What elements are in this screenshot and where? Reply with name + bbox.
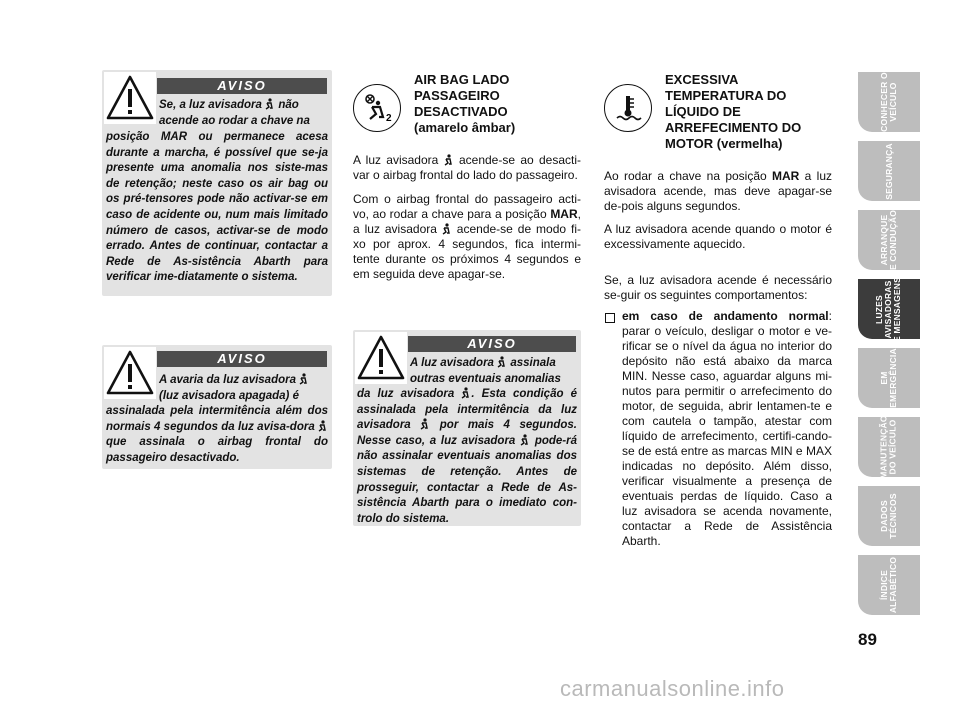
warning-text-2-head: A avaria da luz avisadora (luz avisadora apagada) é bbox=[159, 373, 327, 404]
tab-dados-tecnicos[interactable]: DADOS TÉCNICOS bbox=[858, 486, 920, 546]
aviso-label: AVISO bbox=[157, 78, 327, 94]
temperature-paragraph-3: Se, a luz avisadora acende é necessário se-guir os seguintes comportamentos: bbox=[604, 273, 832, 302]
warning-triangle-icon bbox=[355, 332, 407, 384]
temperature-paragraph-1: Ao rodar a chave na posição MAR a luz avisadora acende, mas deve apagar-se de-pois alguns segundos. bbox=[604, 169, 833, 213]
airbag-paragraph-1: A luz avisadora acende-se ao desacti-var o airbag frontal do lado do passageiro. bbox=[353, 153, 581, 182]
warning-text-1-head: Se, a luz avisadora não acende ao rodar a chave na bbox=[159, 99, 310, 127]
airbag-off-icon bbox=[442, 223, 452, 235]
airbag-off-icon bbox=[497, 356, 507, 368]
warning-text-3-head: A luz avisadora assinala outras eventuais anomalias bbox=[410, 357, 561, 385]
temperature-paragraph-2: A luz avisadora acende quando o motor é excessivamente aquecido. bbox=[604, 222, 832, 251]
airbag-warning-icon bbox=[520, 434, 530, 446]
warning-box-2 bbox=[102, 345, 332, 469]
warning-text-3: da luz avisadora . Esta condição é assinalada pela intermitência da luz avisadora por mais 4 segundos. Nesse caso, a luz avisadora pode-rá não assinalar eventuais anomalias dos sistemas de retenção. Antes de prosseguir, contactar a Rede de As-sistência Abarth para o imediato con-trolo do sistema. bbox=[357, 388, 577, 525]
tab-manutencao[interactable]: MANUTENÇÃO DO VEÍCULO bbox=[858, 417, 920, 477]
airbag-off-icon bbox=[420, 418, 430, 430]
airbag-warning-icon bbox=[265, 98, 275, 110]
page-number: 89 bbox=[858, 630, 877, 649]
bullet-square bbox=[605, 313, 615, 323]
tab-arranque-conducao[interactable]: ARRANQUE E CONDUÇÃO bbox=[858, 210, 920, 270]
temperature-bullet: em caso de andamento normal: parar o veículo, desligar o motor e ve-rificar se o nível da água no interior do depósito não está abaixo da marca MIN. Nesse caso, aguardar alguns mi-nutos para permitir o arrefecimento do motor, de seguida, abrir lentamen-te e com cautela o tampão, atestar com líquido de arrefecimento, certifi-cando-se de está entre as marcas MIN e MAX indicadas no depósito. Além disso, verificar visualmente a presença de eventuais perdas de líquido. Caso a luz avisadora se acenda novamente, contactar a Rede de Assistência Abarth. bbox=[622, 309, 832, 548]
airbag-warning-icon bbox=[299, 373, 309, 385]
coolant-temperature-icon bbox=[604, 84, 652, 132]
tab-conhecer-veiculo[interactable]: CONHECER O VEÍCULO bbox=[858, 72, 920, 132]
warning-triangle-icon bbox=[104, 72, 156, 124]
airbag-off-icon bbox=[444, 154, 454, 166]
airbag-off-icon bbox=[353, 84, 401, 132]
aviso-label: AVISO bbox=[157, 351, 327, 367]
tab-seguranca[interactable]: SEGURANÇA bbox=[858, 141, 920, 201]
warning-triangle-icon bbox=[104, 347, 156, 399]
warning-text-1: posição MAR ou permanece acesa durante a marcha, é possível que se-ja presente uma anomalia nos siste-mas de retenção; neste caso os air bag ou os pré-tensores pode não activar-se em caso de acidente ou, num mais limitado número de casos, activar-se de modo errado. Antes de continuar, contactar a Rede de As-sistência Abarth para verificar ime-diatamente o sistema. bbox=[106, 131, 328, 284]
watermark: carmanualsonline.info bbox=[560, 676, 785, 701]
svg-text:2: 2 bbox=[386, 113, 392, 124]
aviso-label: AVISO bbox=[408, 336, 576, 352]
temperature-section-title: EXCESSIVA TEMPERATURA DO LÍQUIDO DE ARREFECIMENTO DO MOTOR (vermelha) bbox=[665, 72, 802, 151]
airbag-warning-icon bbox=[461, 387, 471, 399]
airbag-off-icon bbox=[318, 420, 328, 432]
warning-text-2: assinalada pela intermitência além dos normais 4 segundos da luz avisa-dora que assinala o airbag frontal do passageiro desactivado. bbox=[106, 405, 328, 464]
warning-box-1 bbox=[102, 70, 332, 296]
airbag-section-title: AIR BAG LADO PASSAGEIRO DESACTIVADO (amarelo âmbar) bbox=[414, 72, 516, 135]
tab-indice-alfabetico[interactable]: ÍNDICE ALFABÉTICO bbox=[858, 555, 920, 615]
tab-em-emergencia[interactable]: EM EMERGÊNCIA bbox=[858, 348, 920, 408]
tab-luzes-avisadoras[interactable]: LUZES AVISADORAS E MENSAGENS bbox=[858, 279, 920, 339]
warning-box-3 bbox=[353, 330, 581, 526]
airbag-paragraph-2: Com o airbag frontal do passageiro acti-vo, ao rodar a chave para a posição MAR, a luz avisadora acende-se de modo fi-xo por aprox. 4 segundos, fica intermi-tente durante os próximos 4 segundos e em seguida deve apagar-se. bbox=[353, 192, 581, 281]
